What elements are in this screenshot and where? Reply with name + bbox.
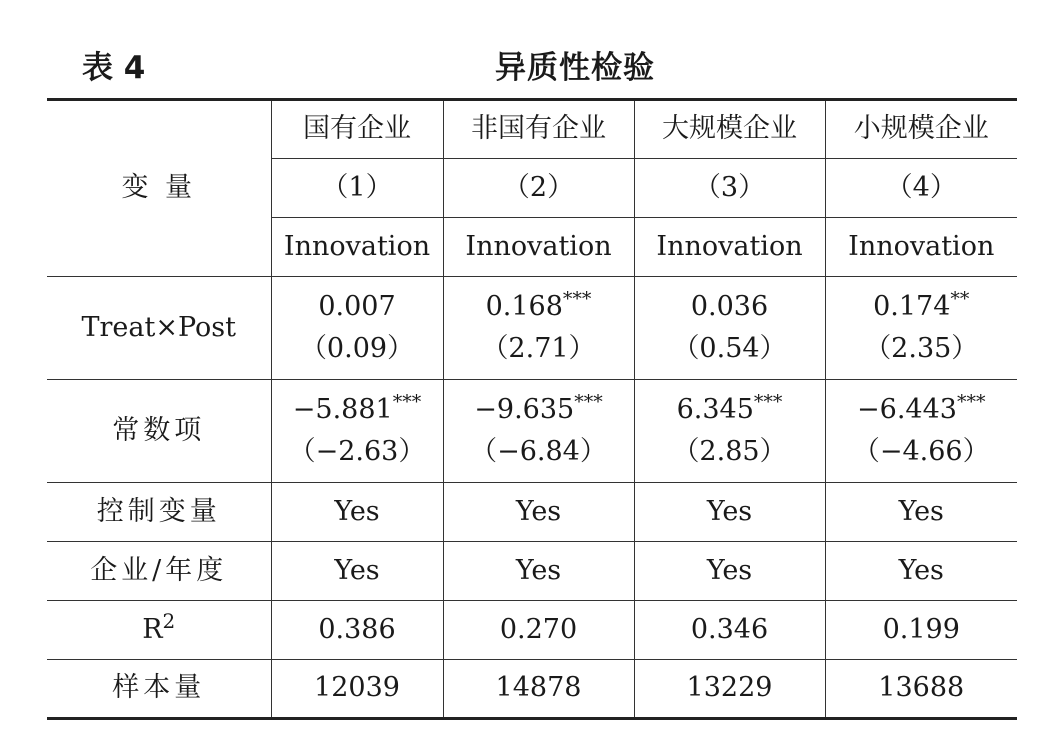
table-row-sample-size [47,660,1017,719]
dependent-var-1: Innovation [271,218,443,277]
table-cell: 0.199 [825,601,1017,660]
column-number-2: （2） [443,159,634,218]
significance-stars: ** [950,288,970,310]
table-cell: 13229 [634,660,825,719]
significance-stars: *** [753,391,783,413]
coefficient: 0.174 [873,291,951,322]
significance-stars: *** [574,391,603,413]
column-number-3: （3） [634,159,825,218]
table-row-treat-post [47,277,1017,380]
r-superscript: 2 [162,608,176,633]
table-row-firm-year [47,542,1017,601]
coefficient: 0.168 [485,291,563,322]
coef-cell [634,277,825,380]
t-statistic: （−2.63） [288,436,426,467]
table-cell: 12039 [271,660,443,719]
t-statistic: （−4.66） [852,436,990,467]
coefficient: −5.881 [292,394,393,425]
table-cell: Yes [634,542,825,601]
table-cell: Yes [443,483,634,542]
coef-cell [825,277,1017,380]
r-label: R [142,613,163,645]
table-cell: 0.270 [443,601,634,660]
table-cell: 0.346 [634,601,825,660]
significance-stars: *** [392,391,422,413]
table-cell: Yes [825,483,1017,542]
group-header-large: 大规模企业 [634,100,825,159]
coefficient: 6.345 [676,394,754,425]
coefficient: 0.007 [318,291,396,322]
coef-cell [271,277,443,380]
table-cell: 14878 [443,660,634,719]
t-statistic: （0.54） [672,333,787,364]
coef-cell [825,380,1017,483]
significance-stars: *** [562,288,592,310]
row-label-constant: 常数项 [47,380,271,483]
row-label-r-squared [47,601,271,660]
table-cell: 0.386 [271,601,443,660]
row-label-sample-size: 样本量 [47,660,271,719]
table-cell: Yes [271,483,443,542]
table-title: 异质性检验 [495,50,655,86]
row-label-controls: 控制变量 [47,483,271,542]
group-header-non-soe: 非国有企业 [443,100,634,159]
table-cell: Yes [443,542,634,601]
coef-cell [634,380,825,483]
table-cell: Yes [825,542,1017,601]
row-label-treat-post: Treat×Post [47,277,271,380]
t-statistic: （−6.84） [470,436,607,467]
coef-cell [271,380,443,483]
variable-header: 变 量 [47,100,271,277]
t-statistic: （2.35） [864,333,979,364]
t-statistic: （0.09） [299,333,415,364]
group-header-small: 小规模企业 [825,100,1017,159]
significance-stars: *** [956,391,986,413]
t-statistic: （2.71） [481,333,596,364]
coefficient: −9.635 [474,394,575,425]
table-cell: Yes [271,542,443,601]
table-row-r-squared [47,601,1017,660]
coef-cell [443,277,634,380]
group-header-soe: 国有企业 [271,100,443,159]
coef-cell [443,380,634,483]
table-number: 表 4 [82,50,146,86]
row-label-firm-year: 企业/年度 [47,542,271,601]
column-number-4: （4） [825,159,1017,218]
coefficient: 0.036 [690,291,769,322]
dependent-var-4: Innovation [825,218,1017,277]
dependent-var-2: Innovation [443,218,634,277]
table-cell: Yes [634,483,825,542]
t-statistic: （2.85） [672,436,787,467]
dependent-var-3: Innovation [634,218,825,277]
table-row-controls [47,483,1017,542]
table-cell: 13688 [825,660,1017,719]
coefficient: −6.443 [857,394,957,425]
column-number-1: （1） [271,159,443,218]
header-row-groups [47,100,1017,159]
regression-table [47,98,1017,720]
table-row-constant [47,380,1017,483]
